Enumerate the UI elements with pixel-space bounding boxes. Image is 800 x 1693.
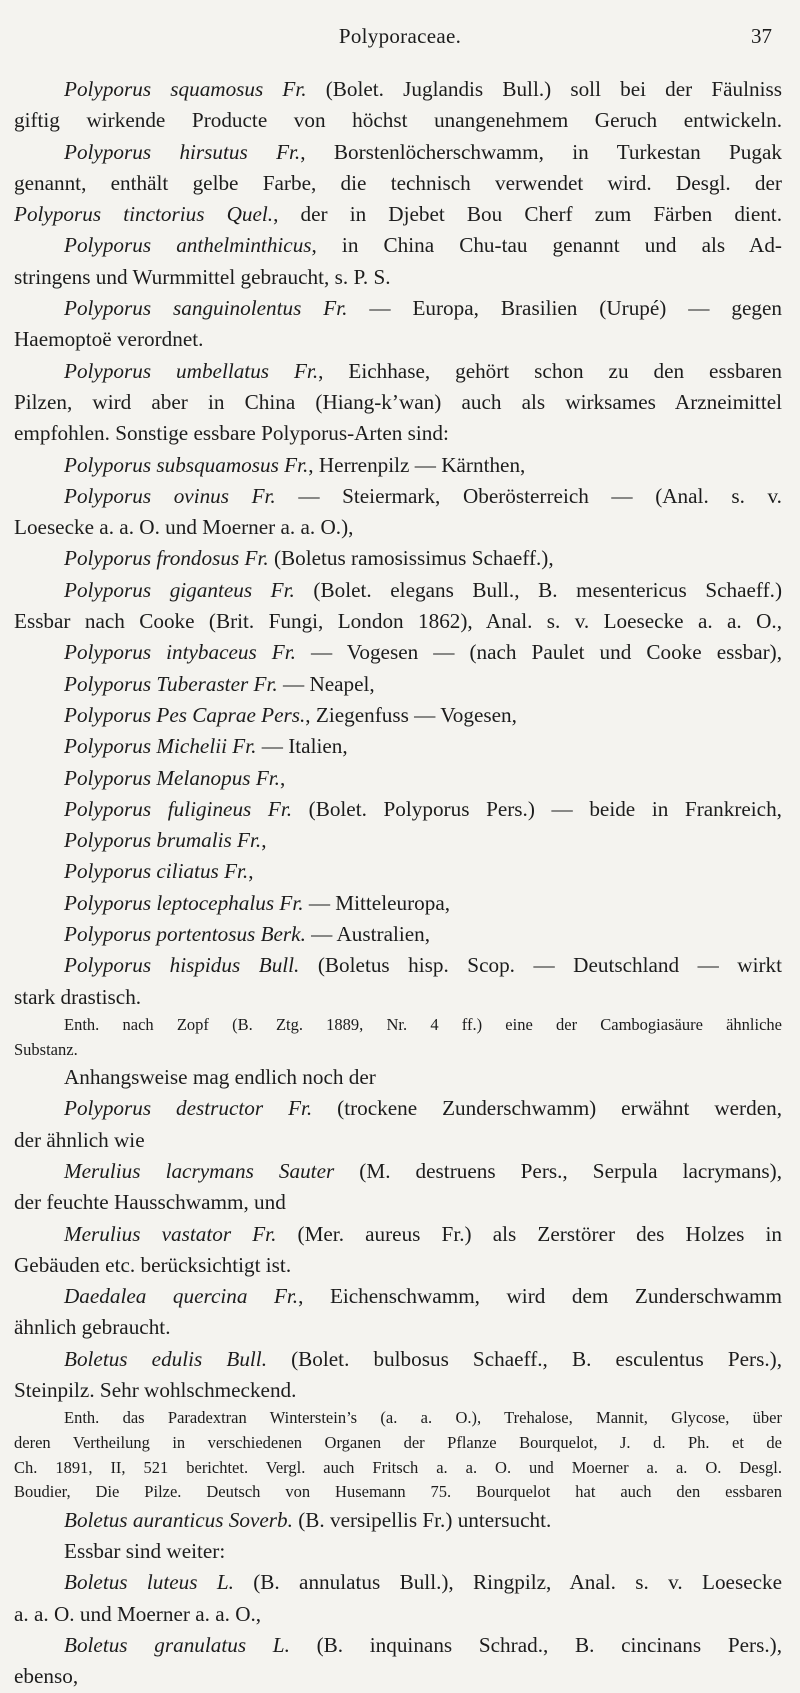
text-line xyxy=(14,1219,782,1250)
text-segment: (B. annulatus Bull.), Ringpilz, Anal. s. v. Loesecke xyxy=(233,1570,782,1595)
page-number: 37 xyxy=(751,24,772,48)
species-name: Polyporus Pes Caprae Pers. xyxy=(64,702,306,727)
species-name: Polyporus anthelminthicus xyxy=(64,233,312,258)
text-segment: Enth. das Paradextran Winterstein’s (a. a. O.), Trehalose, Mannit, Glycose, über xyxy=(64,1408,782,1428)
text-segment: (Bolet. elegans Bull., B. mesentericus Schaeff.) xyxy=(294,577,782,602)
species-name: Polyporus frondosus Fr. xyxy=(64,546,269,571)
species-name: Polyporus destructor Fr. xyxy=(64,1096,313,1121)
text-segment: a. a. O. und Moerner a. a. O., xyxy=(14,1601,262,1626)
text-line xyxy=(14,1344,782,1375)
text-line xyxy=(14,1599,782,1630)
text-line xyxy=(14,825,782,856)
text-line xyxy=(14,105,782,136)
text-segment: — Australien, xyxy=(305,922,431,947)
text-line xyxy=(14,888,782,919)
text-line xyxy=(14,1187,782,1218)
species-name: Polyporus squamosus Fr. xyxy=(64,77,307,101)
text-segment: Ch. 1891, II, 521 berichtet. Vergl. auch Fritsch a. a. O. und Moerner a. a. O. Desgl. xyxy=(14,1457,782,1477)
text-line xyxy=(14,1536,782,1567)
species-name: Polyporus Tuberaster Fr. xyxy=(64,671,278,696)
text-segment: der ähnlich wie xyxy=(14,1127,145,1152)
species-name: Daedalea quercina Fr. xyxy=(64,1284,299,1309)
text-segment: (Bolet. Polyporus Pers.) — beide in Frankreich, xyxy=(292,796,782,821)
text-segment: (M. destruens Pers., Serpula lacrymans), xyxy=(334,1158,782,1183)
species-name: Polyporus tinctorius Quel. xyxy=(14,202,274,227)
text-segment: — Mitteleuropa, xyxy=(303,890,451,915)
text-line xyxy=(14,982,782,1013)
text-line xyxy=(14,1312,782,1343)
species-name: Polyporus umbellatus Fr. xyxy=(64,358,319,383)
text-line xyxy=(14,637,782,668)
species-name: Polyporus portentosus Berk. xyxy=(64,922,306,947)
species-name: Polyporus ovinus Fr. xyxy=(64,483,276,508)
text-segment: — Italien, xyxy=(256,734,348,759)
text-segment: , Herrenpilz — Kärnthen, xyxy=(308,452,526,477)
text-segment: , in China Chu-tau genannt und als Ad- xyxy=(311,233,782,258)
species-name: Polyporus intybaceus Fr. xyxy=(64,640,296,665)
text-segment: — Vogesen — (nach Paulet und Cooke essbar), xyxy=(295,640,782,665)
text-segment: , Eichenschwamm, wird dem Zunderschwamm xyxy=(298,1284,782,1309)
text-line xyxy=(14,512,782,543)
text-line xyxy=(14,1250,782,1281)
text-line xyxy=(14,1125,782,1156)
text-line xyxy=(14,1062,782,1093)
species-name: Polyporus Michelii Fr. xyxy=(64,734,257,759)
text-line xyxy=(14,1156,782,1187)
text-line xyxy=(14,137,782,168)
text-segment: Essbar sind weiter: xyxy=(64,1539,226,1564)
text-segment: (Bolet. bulbosus Schaeff., B. esculentus Pers.), xyxy=(267,1346,782,1371)
text-line xyxy=(14,606,782,637)
text-line xyxy=(14,387,782,418)
species-name: Polyporus giganteus Fr. xyxy=(64,577,295,602)
text-line xyxy=(14,700,782,731)
text-segment: (trockene Zunderschwamm) erwähnt werden, xyxy=(312,1096,782,1121)
species-name: Polyporus Melanopus Fr. xyxy=(64,765,280,790)
text-line xyxy=(14,763,782,794)
text-line xyxy=(14,74,782,105)
text-segment: Essbar nach Cooke (Brit. Fungi, London 1862), Anal. s. v. Loesecke a. a. O., xyxy=(14,609,782,634)
species-name: Polyporus subsquamosus Fr. xyxy=(64,452,309,477)
species-name: Polyporus sanguinolentus Fr. xyxy=(64,296,348,321)
text-line xyxy=(14,1038,782,1063)
species-name: Boletus edulis Bull. xyxy=(64,1346,267,1371)
running-head: Polyporaceae. xyxy=(338,24,462,48)
text-segment: deren Vertheilung in verschiedenen Organen der Pflanze Bourquelot, J. d. Ph. et de xyxy=(14,1432,782,1452)
text-segment: der feuchte Hausschwamm, und xyxy=(14,1190,286,1215)
text-line xyxy=(14,575,782,606)
species-name: Polyporus brumalis Fr. xyxy=(64,828,262,853)
text-segment: , Borstenlöcherschwamm, in Turkestan Pugak xyxy=(300,139,782,164)
text-segment: — Europa, Brasilien (Urupé) — gegen xyxy=(347,296,782,321)
text-segment: , der in Djebet Bou Cherf zum Färben dient. xyxy=(273,202,782,227)
text-line xyxy=(14,418,782,449)
text-line xyxy=(14,450,782,481)
species-name: Merulius lacrymans Sauter xyxy=(64,1158,335,1183)
species-name: Boletus granulatus L. xyxy=(64,1632,290,1657)
text-line xyxy=(14,1013,782,1038)
text-segment: Haemoptoë verordnet. xyxy=(14,327,204,352)
text-segment: Boudier, Die Pilze. Deutsch von Husemann 75. Bourquelot hat auch den essbaren xyxy=(14,1482,782,1502)
text-line xyxy=(14,919,782,950)
text-segment: giftig wirkende Producte von höchst unangenehmem Geruch entwickeln. xyxy=(14,108,782,133)
text-segment: ebenso, xyxy=(14,1664,79,1689)
text-segment: genannt, enthält gelbe Farbe, die technisch verwendet wird. Desgl. der xyxy=(14,170,782,195)
text-segment: (B. inquinans Schrad., B. cincinans Pers.), xyxy=(289,1632,782,1657)
text-line xyxy=(14,1480,782,1505)
text-line xyxy=(14,1281,782,1312)
text-line xyxy=(14,1630,782,1661)
text-line xyxy=(14,731,782,762)
text-segment: Loesecke a. a. O. und Moerner a. a. O.), xyxy=(14,515,354,540)
text-line xyxy=(14,794,782,825)
text-line xyxy=(14,543,782,574)
text-segment: Anhangsweise mag endlich noch der xyxy=(64,1065,376,1090)
text-line xyxy=(14,669,782,700)
text-line xyxy=(14,293,782,324)
text-segment: Gebäuden etc. berücksichtigt ist. xyxy=(14,1252,292,1277)
text-line xyxy=(14,1505,782,1536)
text-line xyxy=(14,199,782,230)
text-segment: (Bolet. Juglandis Bull.) soll bei der Fäulniss xyxy=(306,77,782,101)
text-segment: (Boletus hisp. Scop. — Deutschland — wirkt xyxy=(299,953,782,978)
text-line xyxy=(14,950,782,981)
text-segment: , Eichhase, gehört schon zu den essbaren xyxy=(318,358,782,383)
text-line xyxy=(14,230,782,261)
text-segment: Pilzen, wird aber in China (Hiang-k’wan) auch als wirksames Arzneimittel xyxy=(14,389,782,414)
text-segment: empfohlen. Sonstige essbare Polyporus-Arten sind: xyxy=(14,421,449,446)
text-line xyxy=(14,262,782,293)
text-line xyxy=(14,856,782,887)
text-segment: Steinpilz. Sehr wohlschmeckend. xyxy=(14,1378,297,1403)
text-line xyxy=(14,168,782,199)
species-name: Boletus luteus L. xyxy=(64,1570,234,1595)
text-line xyxy=(14,324,782,355)
text-line xyxy=(14,1567,782,1598)
species-name: Polyporus leptocephalus Fr. xyxy=(64,890,304,915)
text-segment: (B. versipellis Fr.) untersucht. xyxy=(292,1507,552,1532)
text-segment: — Neapel, xyxy=(277,671,375,696)
species-name: Merulius vastator Fr. xyxy=(64,1221,277,1246)
species-name: Polyporus ciliatus Fr. xyxy=(64,859,249,884)
text-segment: Enth. nach Zopf (B. Ztg. 1889, Nr. 4 ff.) eine der Cambogiasäure ähnliche xyxy=(64,1014,782,1034)
text-line xyxy=(14,1431,782,1456)
text-segment: , xyxy=(279,765,286,790)
text-line xyxy=(14,1406,782,1431)
text-line xyxy=(14,1093,782,1124)
text-segment: stark drastisch. xyxy=(14,984,142,1009)
text-line xyxy=(14,1456,782,1481)
text-line xyxy=(14,481,782,512)
species-name: Polyporus fuligineus Fr. xyxy=(64,796,293,821)
text-segment: ähnlich gebraucht. xyxy=(14,1315,171,1340)
text-segment: Substanz. xyxy=(14,1039,78,1059)
page-header xyxy=(0,24,800,54)
text-segment: — Steiermark, Oberösterreich — (Anal. s. v. xyxy=(275,483,782,508)
species-name: Boletus auranticus Soverb. xyxy=(64,1507,293,1532)
text-segment: , xyxy=(261,828,267,853)
body-text xyxy=(14,74,782,1693)
text-line xyxy=(14,356,782,387)
text-segment: , xyxy=(248,859,254,884)
species-name: Polyporus hirsutus Fr. xyxy=(64,139,301,164)
text-segment: , Ziegenfuss — Vogesen, xyxy=(305,702,517,727)
text-segment: (Boletus ramosissimus Schaeff.), xyxy=(268,546,554,571)
text-line xyxy=(14,1661,782,1692)
species-name: Polyporus hispidus Bull. xyxy=(64,953,300,978)
text-line xyxy=(14,1375,782,1406)
text-segment: (Mer. aureus Fr.) als Zerstörer des Holzes in xyxy=(276,1221,782,1246)
text-segment: stringens und Wurmmittel gebraucht, s. P. S. xyxy=(14,264,391,289)
